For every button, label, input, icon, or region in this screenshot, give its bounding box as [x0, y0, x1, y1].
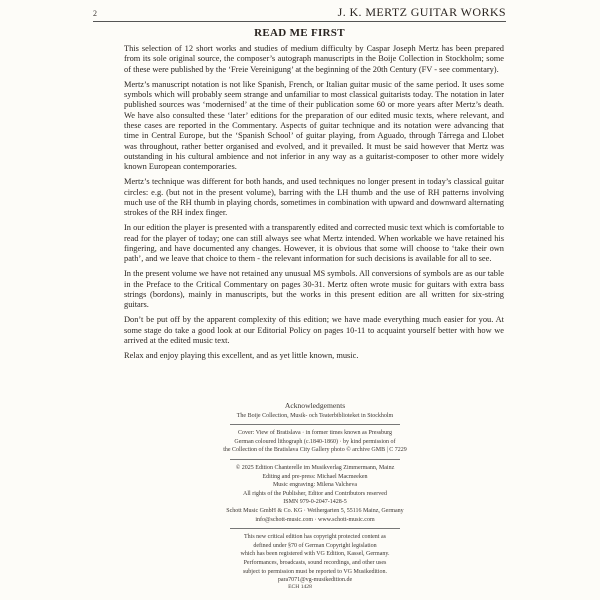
copyright-line: subject to permission must be reported to VG Musikedition.	[242, 568, 388, 575]
page-number: 2	[93, 9, 97, 18]
paragraph: Relax and enjoy playing this excellent, and as yet little known, music.	[124, 350, 359, 360]
copyright-line: defined under §70 of German Copyright legislation	[253, 542, 377, 549]
copyright-line: para7071@vg-musikedition.de	[277, 577, 353, 584]
copyright-line: Performances, broadcasts, sound recordings, and other uses	[243, 559, 387, 566]
imprint-line: Editing and pre-press: Michael Macmeeken	[262, 473, 368, 480]
body-text	[124, 44, 504, 366]
acknowledgements	[160, 402, 470, 589]
page-title: READ ME FIRST	[254, 27, 345, 39]
divider	[230, 528, 400, 529]
imprint-line: © 2025 Edition Chanterelle im Musikverlag Zimmermann, Mainz	[235, 464, 395, 471]
paragraph: This selection of 12 short works and studies of medium difficulty by Caspar Joseph Mertz has been prepared from its sole original source, the composer’s autograph manuscripts in the Boije Collection in Stockholm; some of these were published by the ‘Freie Vereinigung’ at the beginning of the 20th Century (FV - see commentary).	[124, 44, 504, 74]
paragraph: In the present volume we have not retained any unusual MS symbols. All conversions of symbols are as our table in the Preface to the Critical Commentary on pages 30-31. Mertz often wrote music for guitars with extra bass strings (bordons), mainly in manuscripts, but the works in this present edition are all written for six-string guitars.	[124, 269, 504, 310]
divider	[230, 459, 400, 460]
divider	[230, 424, 400, 425]
imprint-line: Schott Music GmbH & Co. KG · Weihergarten 5, 55116 Mainz, Germany	[226, 507, 404, 514]
cover-line: Cover: View of Bratislava · in former times known as Pressburg	[237, 430, 393, 437]
paragraph: Mertz’s manuscript notation is not like Spanish, French, or Italian guitar music of the same period. It uses some symbols which will probably seem strange and unfamiliar to most classical guitarists today. The notation in later published sources was ‘modernised’ at the time of their publication some 60 or more years after Mertz’s death. We have also consulted these ‘later’ editions for the preparation of our edited music texts, where relevant, and these cases are reported in the Commentary. Aspects of guitar technique and its notation were advancing that time in Central Europe, but the ‘Spanish School’ of guitar playing, from Aguado, through Tárrega and Llobet was throughout, rather better organised and evolved, and it prevailed. It must be said however that Mertz was outstanding in his cultural ambience and not inferior in any way as a guitarist-composer to other more widely known European contemporaries.	[124, 79, 504, 172]
copyright-line: which has been registered with VG Edition, Kassel, Germany.	[240, 551, 390, 558]
catalog-code: ECH 1428	[288, 584, 312, 590]
paragraph: Don’t be put off by the apparent complexity of this edition; we have made everything much easier for you. At some stage do take a good look at our Editorial Policy on pages 10-11 to acquaint yourself better with how we arrived at the edited music text.	[124, 315, 504, 345]
header-rule	[93, 21, 506, 22]
copyright-notice	[160, 533, 470, 585]
cover-line: the Collection of the Bratislava City Gallery photo © archive GMB | C 7229	[223, 447, 407, 454]
running-header: J. K. MERTZ GUITAR WORKS	[337, 5, 506, 19]
source-credit: The Boije Collection, Musik- och Teaterbiblioteket in Stockholm	[236, 412, 394, 419]
copyright-line: This new critical edition has copyright protected content as	[244, 534, 386, 541]
imprint-line: info@schott-music.com · www.schott-music.com	[255, 516, 375, 523]
paragraph: Mertz’s technique was different for both hands, and used techniques no longer present in today’s classical guitar circles: e.g. (but not in the present volume), barring with the LH thumb and the use of RH patterns involving much use of the RH thumb in playing chords, sometimes in combination with upward and downward alternating strokes of the RH index finger.	[124, 177, 504, 218]
cover-credit	[160, 429, 470, 455]
imprint-line: ISMN 979-0-2047-1428-5	[283, 499, 347, 506]
paragraph: In our edition the player is presented with a transparently edited and corrected music text which is comfortable to read for the player of today; one can still always see what Mertz intended. When workable we have retained his fingering, and have documented any changes. However, it is obvious that some will choose to ‘take their own path’, and we leave that choice to them - the relevant information for such decisions is available for all to see.	[124, 223, 504, 264]
imprint	[160, 464, 470, 524]
imprint-line: All rights of the Publisher, Editor and Contributors reserved	[243, 490, 387, 497]
acknowledgements-title: Acknowledgements	[284, 401, 346, 410]
cover-line: German coloured lithograph (c.1840-1860) · by kind permission of	[234, 438, 396, 445]
imprint-line: Music engraving: Milena Valcheva	[272, 482, 358, 489]
